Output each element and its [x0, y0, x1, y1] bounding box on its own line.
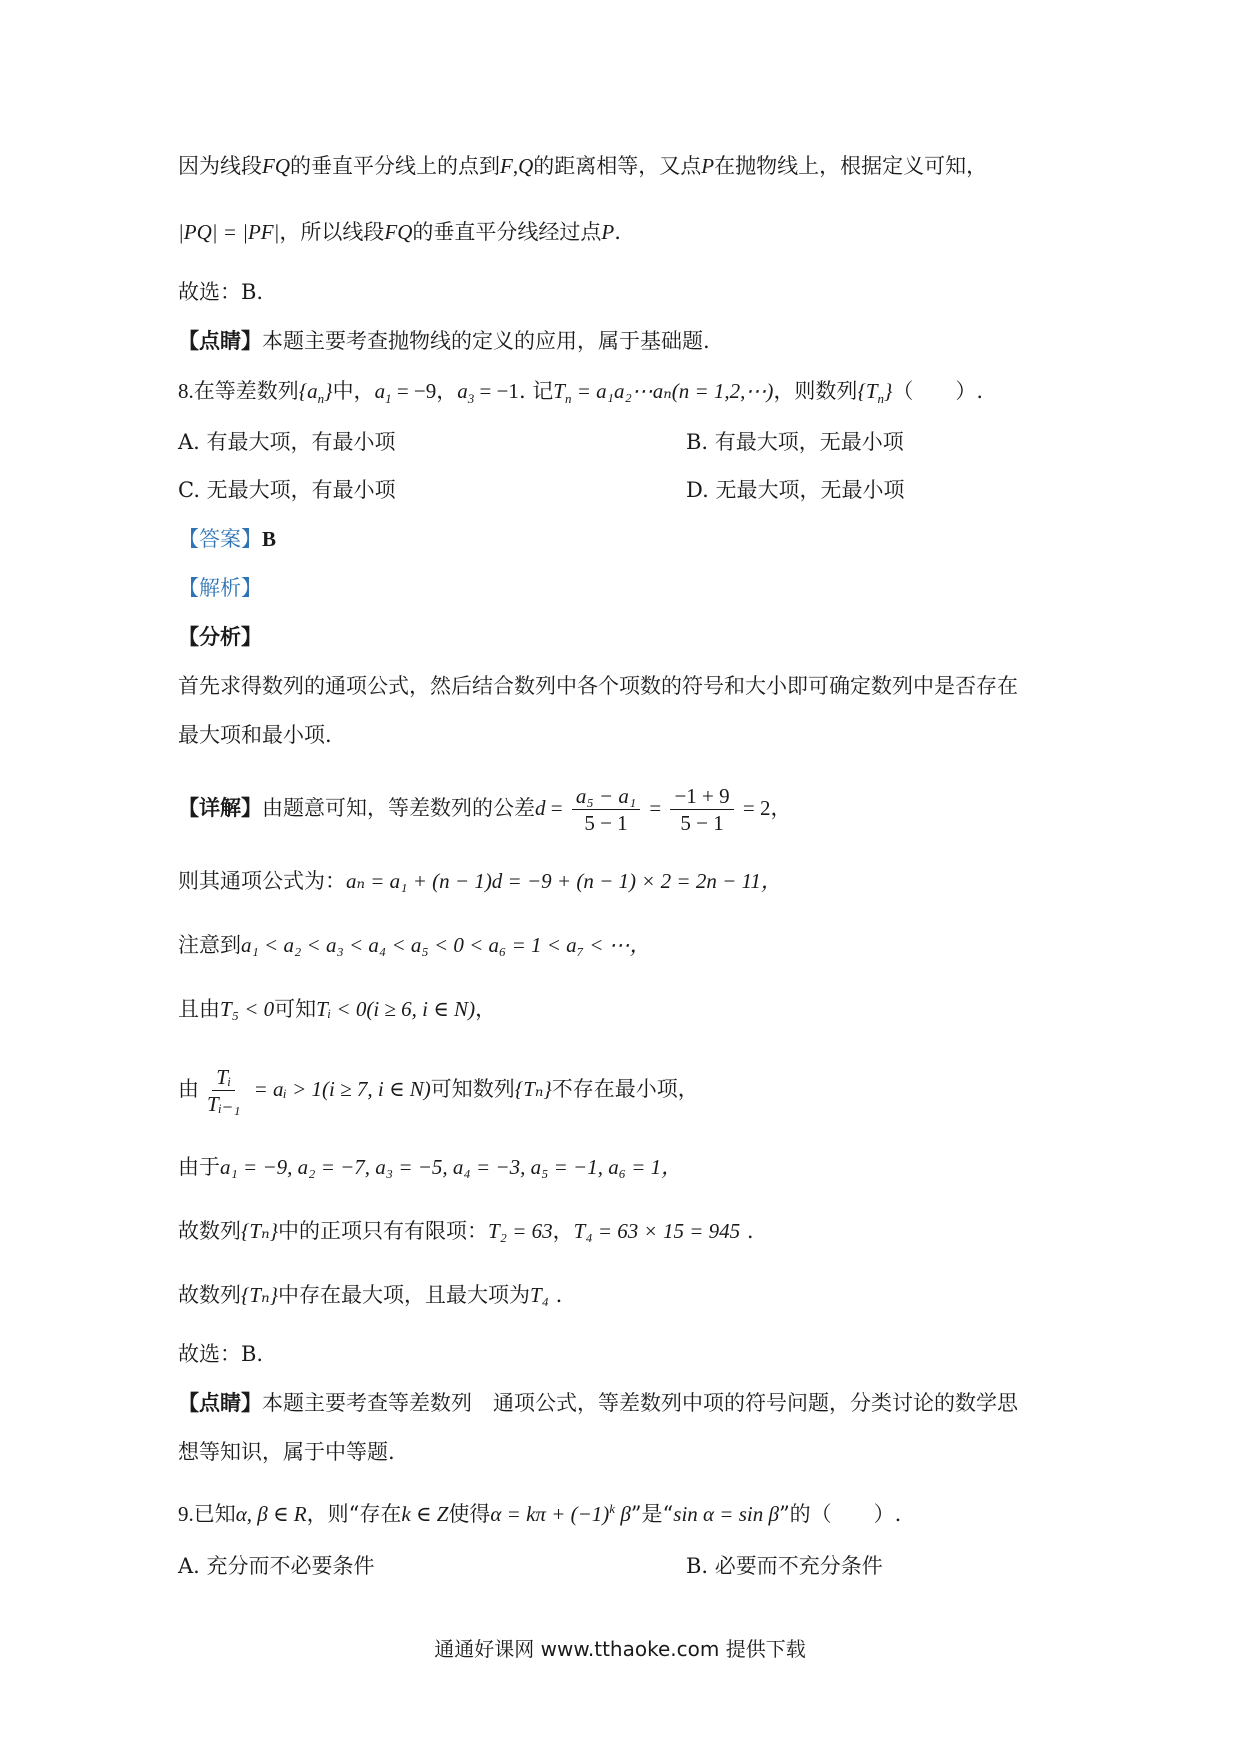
- options-row-ab: [178, 427, 1078, 457]
- ordering-note: 注意到a₁ < a₂ < a₃ < a₄ < a₅ < 0 < a₆ = 1 < a₇ < ⋯，: [178, 933, 651, 957]
- detail-common-difference: 【详解】由题意可知，等差数列的公差d = $\frac{\text{a₅ − a₁}}{5 - 1}$ = $\frac{-1 + 9}{5 - 1}$ = 2，: [178, 784, 792, 835]
- q9-options-row-ab: [178, 1551, 1078, 1581]
- option-d: D. 无最大项，无最小项: [686, 478, 905, 502]
- fenxi-heading: 【分析】: [178, 624, 262, 649]
- fenxi-line-2: 最大项和最小项.: [178, 723, 332, 747]
- page-footer: 通通好课网 www.tthaoke.com 提供下载: [434, 1637, 806, 1661]
- q9-option-a: A. 充分而不必要条件: [178, 1554, 375, 1578]
- paragraph-perpendicular-bisector: 因为线段FQ的垂直平分线上的点到F,Q的距离相等，又点P在抛物线上，根据定义可知，: [178, 154, 988, 178]
- general-term: 则其通项公式为：aₙ = a₁ + (n − 1)d = −9 + (n − 1) × 2 = 2n − 11，: [178, 869, 782, 893]
- question-8: 8.在等差数列$\{a_n\}$中，$a_1 = -9$，$a_3 = -1$. 记$T_n$ = a₁a₂⋯aₙ(n = 1,2,⋯)，则数列$\{T_n\}$（ ）.: [178, 379, 984, 407]
- paragraph-pq-equals-pf: |PQ| = |PF|，所以线段FQ的垂直平分线经过点P.: [178, 220, 621, 244]
- fraction-2: $\frac{-1 + 9}{5 - 1}$: [670, 783, 733, 836]
- fraction-1: $\frac{\text{a₅ − a₁}}{5 - 1}$: [572, 783, 640, 836]
- comment-2-line-1: 【点睛】本题主要考查等差数列 通项公式，等差数列中项的符号问题，分类讨论的数学思: [178, 1390, 1018, 1415]
- question-9: 9.已知α, β ∈ R，则“存在k ∈ Z使得$\alpha = k\pi + (-1)^k$ β”是“sin α = sin β”的（ ）.: [178, 1501, 902, 1526]
- options-row-cd: [178, 475, 1078, 505]
- option-c: C. 无最大项，有最小项: [178, 478, 396, 502]
- option-b: B. 有最大项，无最小项: [686, 430, 904, 454]
- q9-option-b: B. 必要而不充分条件: [686, 1554, 883, 1578]
- fraction-ratio: $\frac{\text{Tᵢ}}{\text{Tᵢ₋₁}}$: [207, 1065, 241, 1116]
- option-a: A. 有最大项，有最小项: [178, 430, 396, 454]
- conclusion-2: 故选：B.: [178, 1342, 264, 1366]
- terms-list: 由于a₁ = −9, a₂ = −7, a₃ = −5, a₄ = −3, a₅ = −1, a₆ = 1，: [178, 1155, 683, 1179]
- comment-2-line-2: 想等知识，属于中等题.: [178, 1440, 395, 1464]
- answer: 【答案】B: [178, 527, 277, 551]
- comment-1: 【点睛】本题主要考查抛物线的定义的应用，属于基础题.: [178, 328, 710, 353]
- positive-terms: 故数列{Tₙ}中的正项只有有限项：T₂ = 63，T₄ = 63 × 15 = 945 .: [178, 1219, 754, 1243]
- conclusion-1: 故选：B.: [178, 280, 264, 304]
- t5-negative: 且由T₅ < 0可知Tᵢ < 0(i ≥ 6, i ∈ N)，: [178, 997, 497, 1021]
- analysis-heading: 【解析】: [178, 576, 262, 600]
- max-term: 故数列{Tₙ}中存在最大项，且最大项为T₄ .: [178, 1283, 563, 1307]
- ratio-argument: 由 $\frac{\text{Tᵢ}}{\text{Tᵢ₋₁}}$ = aᵢ > 1(i ≥ 7, i ∈ N)可知数列{Tₙ}不存在最小项，: [178, 1065, 699, 1116]
- fenxi-line-1: 首先求得数列的通项公式，然后结合数列中各个项数的符号和大小即可确定数列中是否存在: [178, 674, 1018, 698]
